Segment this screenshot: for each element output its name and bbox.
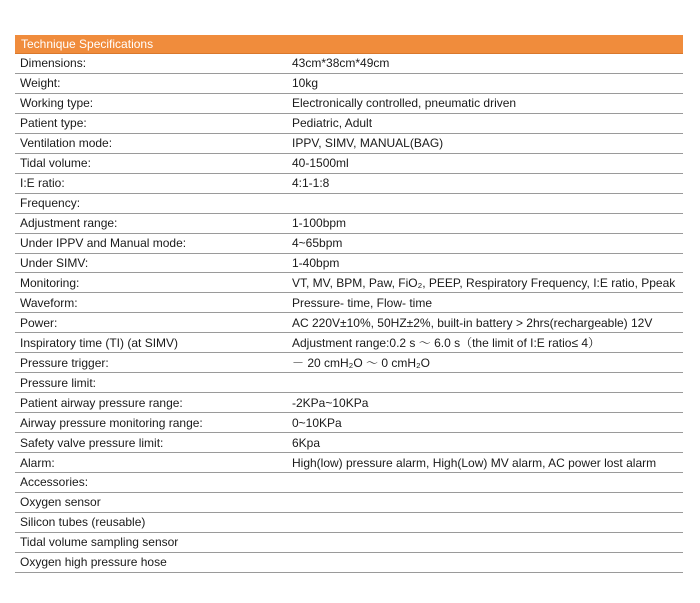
row-value: 4:1-1:8 [292, 176, 330, 191]
row-label: Inspiratory time (TI) (at SIMV) [20, 335, 179, 350]
table-title: Technique Specifications [21, 37, 154, 51]
row-label: Oxygen high pressure hose [20, 555, 167, 570]
table-header [15, 35, 683, 54]
table-row [15, 433, 683, 453]
row-value: 1-40bpm [292, 256, 340, 270]
table-row [15, 333, 683, 353]
table-row [15, 114, 683, 134]
row-label: Ventilation mode: [20, 136, 113, 151]
row-label: Pressure limit: [20, 375, 97, 390]
table-row [15, 293, 683, 313]
table-row [15, 373, 683, 393]
row-value: AC 220V±10%, 50HZ±2%, built-in battery > 2hrs(rechargeable) 12V [292, 315, 653, 330]
row-label: Patient airway pressure range: [20, 395, 183, 410]
table-row [15, 513, 683, 533]
row-label: Oxygen sensor [20, 495, 101, 510]
row-label: Tidal volume: [20, 156, 91, 171]
table-row [15, 174, 683, 194]
row-value: 6Kpa [292, 435, 321, 450]
row-value: 1-100bpm [292, 216, 347, 231]
row-label: Accessories: [20, 475, 89, 490]
row-label: Patient type: [20, 116, 87, 131]
table-row [15, 413, 683, 433]
row-label: Dimensions: [20, 56, 87, 71]
table-row [15, 493, 683, 513]
table-row [15, 214, 683, 234]
row-label: Waveform: [20, 295, 78, 310]
row-label: Weight: [20, 76, 61, 91]
table-row [15, 453, 683, 473]
row-value: IPPV, SIMV, MANUAL(BAG) [292, 136, 444, 151]
row-label: I:E ratio: [20, 176, 65, 191]
table-row [15, 393, 683, 413]
row-value: VT, MV, BPM, Paw, FiO₂, PEEP, Respiratory Frequency, I:E ratio, Ppeak [292, 275, 676, 290]
table-row [15, 254, 683, 274]
table-row [15, 154, 683, 174]
row-label: Pressure trigger: [20, 355, 109, 370]
row-value: 40-1500ml [292, 156, 349, 171]
table-row [15, 234, 683, 254]
row-value: 10kg [292, 76, 319, 91]
row-label: Safety valve pressure limit: [20, 435, 164, 450]
row-value: 0~10KPa [292, 415, 342, 430]
row-value: 4~65bpm [292, 236, 343, 251]
row-value: Pediatric, Adult [292, 116, 373, 131]
row-label: Airway pressure monitoring range: [20, 415, 203, 430]
table-row [15, 533, 683, 553]
row-label: Silicon tubes (reusable) [20, 515, 146, 530]
table-row [15, 473, 683, 493]
row-value: － 20 cmH₂O ～ 0 cmH₂O [292, 356, 431, 371]
table-row [15, 313, 683, 333]
row-label: Adjustment range: [20, 216, 118, 231]
table-row [15, 94, 683, 114]
row-label: Alarm: [20, 455, 55, 470]
table-row [15, 353, 683, 373]
row-label: Frequency: [20, 196, 81, 211]
row-value: Electronically controlled, pneumatic driven [292, 96, 517, 111]
table-row [15, 553, 683, 573]
table-row [15, 54, 683, 74]
row-label: Under SIMV: [20, 256, 89, 270]
row-label: Monitoring: [20, 275, 80, 290]
table-row [15, 273, 683, 293]
row-label: Under IPPV and Manual mode: [20, 236, 187, 251]
row-value: Adjustment range:0.2 s ～ 6.0 s（the limit of I:E ratio≤ 4） [292, 336, 601, 351]
row-label: Tidal volume sampling sensor [20, 535, 179, 550]
row-value: -2KPa~10KPa [292, 395, 369, 410]
table-row [15, 194, 683, 214]
row-label: Power: [20, 315, 58, 330]
table-row [15, 134, 683, 154]
row-value: High(low) pressure alarm, High(Low) MV alarm, AC power lost alarm [292, 455, 657, 470]
spec-table [15, 35, 683, 573]
row-value: 43cm*38cm*49cm [292, 56, 390, 71]
table-row [15, 74, 683, 94]
row-value: Pressure- time, Flow- time [292, 295, 433, 310]
row-label: Working type: [20, 96, 94, 111]
